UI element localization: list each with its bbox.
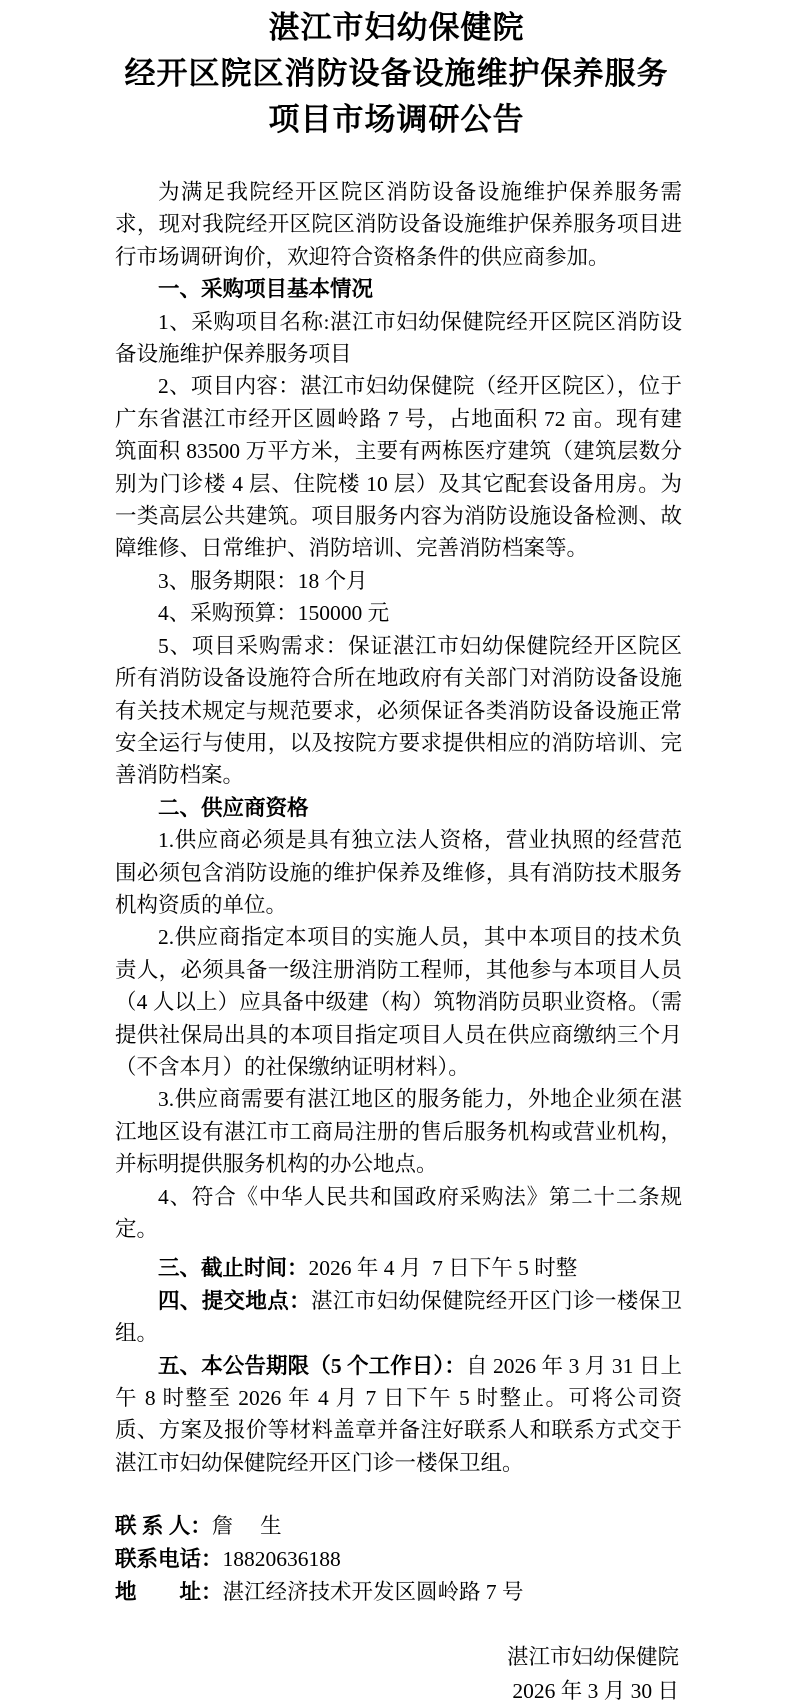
document-title — [0, 0, 793, 143]
contact-phone-label: 联系电话： — [115, 1547, 223, 1572]
submission-location-label: 四、提交地点： — [158, 1288, 311, 1313]
qualification-item-4: 4、符合《中华人民共和国政府采购法》第二十二条规定。 — [115, 1184, 682, 1241]
signature-date: 2026 年 3 月 30 日 — [512, 1679, 679, 1704]
section-1-heading: 一、采购项目基本情况 — [158, 277, 374, 302]
document-body — [115, 176, 682, 1708]
title-line-1: 湛江市妇幼保健院 — [268, 10, 525, 45]
contact-person-label: 联 系 人： — [115, 1514, 212, 1539]
contact-address-row — [115, 1576, 682, 1609]
deadline-paragraph — [115, 1252, 682, 1284]
contact-person-row — [115, 1510, 682, 1543]
signature-org: 湛江市妇幼保健院 — [506, 1645, 679, 1670]
notice-period-value: 自 2026 年 3 月 31 日上午 8 时整至 2026 年 4 月 7 日下午 5 时整止。可将公司资质、方案及报价等材料盖章并备注好联系人和联系方式交于湛江市妇幼保健院经开区门诊一楼保卫组。 — [115, 1353, 682, 1475]
title-line-3: 项目市场调研公告 — [268, 102, 525, 137]
contact-address-label: 地 址： — [115, 1580, 223, 1605]
notice-period-label: 五、本公告期限（5 个工作日）： — [158, 1353, 466, 1378]
basic-info-item-requirements: 5、项目采购需求：保证湛江市妇幼保健院经开区院区所有消防设备设施符合所在地政府有关部门对消防设备设施有关技术规定与规范要求，必须保证各类消防设备设施正常安全运行与使用，以及按院方要求提供相应的消防培训、完善消防档案。 — [115, 633, 682, 788]
contact-person-value: 詹 生 — [211, 1514, 282, 1539]
notice-period-paragraph — [115, 1350, 682, 1480]
title-line-2: 经开区院区消防设备设施维护保养服务 — [124, 56, 669, 91]
intro-paragraph: 为满足我院经开区院区消防设备设施维护保养服务需求，现对我院经开区院区消防设备设施维护保养服务项目进行市场调研询价，欢迎符合资格条件的供应商参加。 — [115, 180, 682, 269]
qualification-item-1: 1.供应商必须是具有独立法人资格，营业执照的经营范围必须包含消防设施的维护保养及维修，具有消防技术服务机构资质的单位。 — [115, 828, 682, 917]
submission-location-paragraph — [115, 1285, 682, 1350]
basic-info-item-budget: 4、采购预算：150000 元 — [158, 601, 390, 626]
qualification-item-3: 3.供应商需要有湛江地区的服务能力，外地企业须在湛江地区设有湛江市工商局注册的售后服务机构或营业机构，并标明提供服务机构的办公地点。 — [115, 1087, 682, 1177]
basic-info-item-term: 3、服务期限：18 个月 — [158, 568, 368, 593]
contact-phone-row — [115, 1543, 682, 1576]
contact-block — [115, 1510, 682, 1609]
basic-info-item-name: 1、采购项目名称:湛江市妇幼保健院经开区院区消防设备设施维护保养服务项目 — [115, 309, 682, 367]
section-2-heading: 二、供应商资格 — [158, 795, 309, 820]
basic-info-item-content: 2、项目内容：湛江市妇幼保健院（经开区院区），位于广东省湛江市经开区圆岭路 7 号，占地面积 72 亩。现有建筑面积 83500 万平方米，主要有两栋医疗建筑（建筑层数分别为门诊楼 4 层、住院楼 10 层）及其它配套设备用房。为一类高层公共建筑。项目服务内容为消防设施设备检测、故障维修、日常维护、消防培训、完善消防档案等。 — [115, 374, 682, 561]
contact-address-value: 湛江经济技术开发区圆岭路 7 号 — [222, 1580, 524, 1605]
deadline-value: 2026 年 4 月 7 日下午 5 时整 — [308, 1256, 578, 1281]
deadline-label: 三、截止时间： — [158, 1256, 309, 1281]
signature-block — [115, 1640, 682, 1708]
qualification-item-2: 2.供应商指定本项目的实施人员，其中本项目的技术负责人，必须具备一级注册消防工程师，其他参与本项目人员（4 人以上）应具备中级建（构）筑物消防员职业资格。（需提供社保局出具的本项目指定项目人员在供应商缴纳三个月（不含本月）的社保缴纳证明材料）。 — [115, 925, 682, 1079]
contact-phone-value: 18820636188 — [222, 1547, 341, 1572]
submission-location-value: 湛江市妇幼保健院经开区门诊一楼保卫组。 — [115, 1288, 682, 1346]
